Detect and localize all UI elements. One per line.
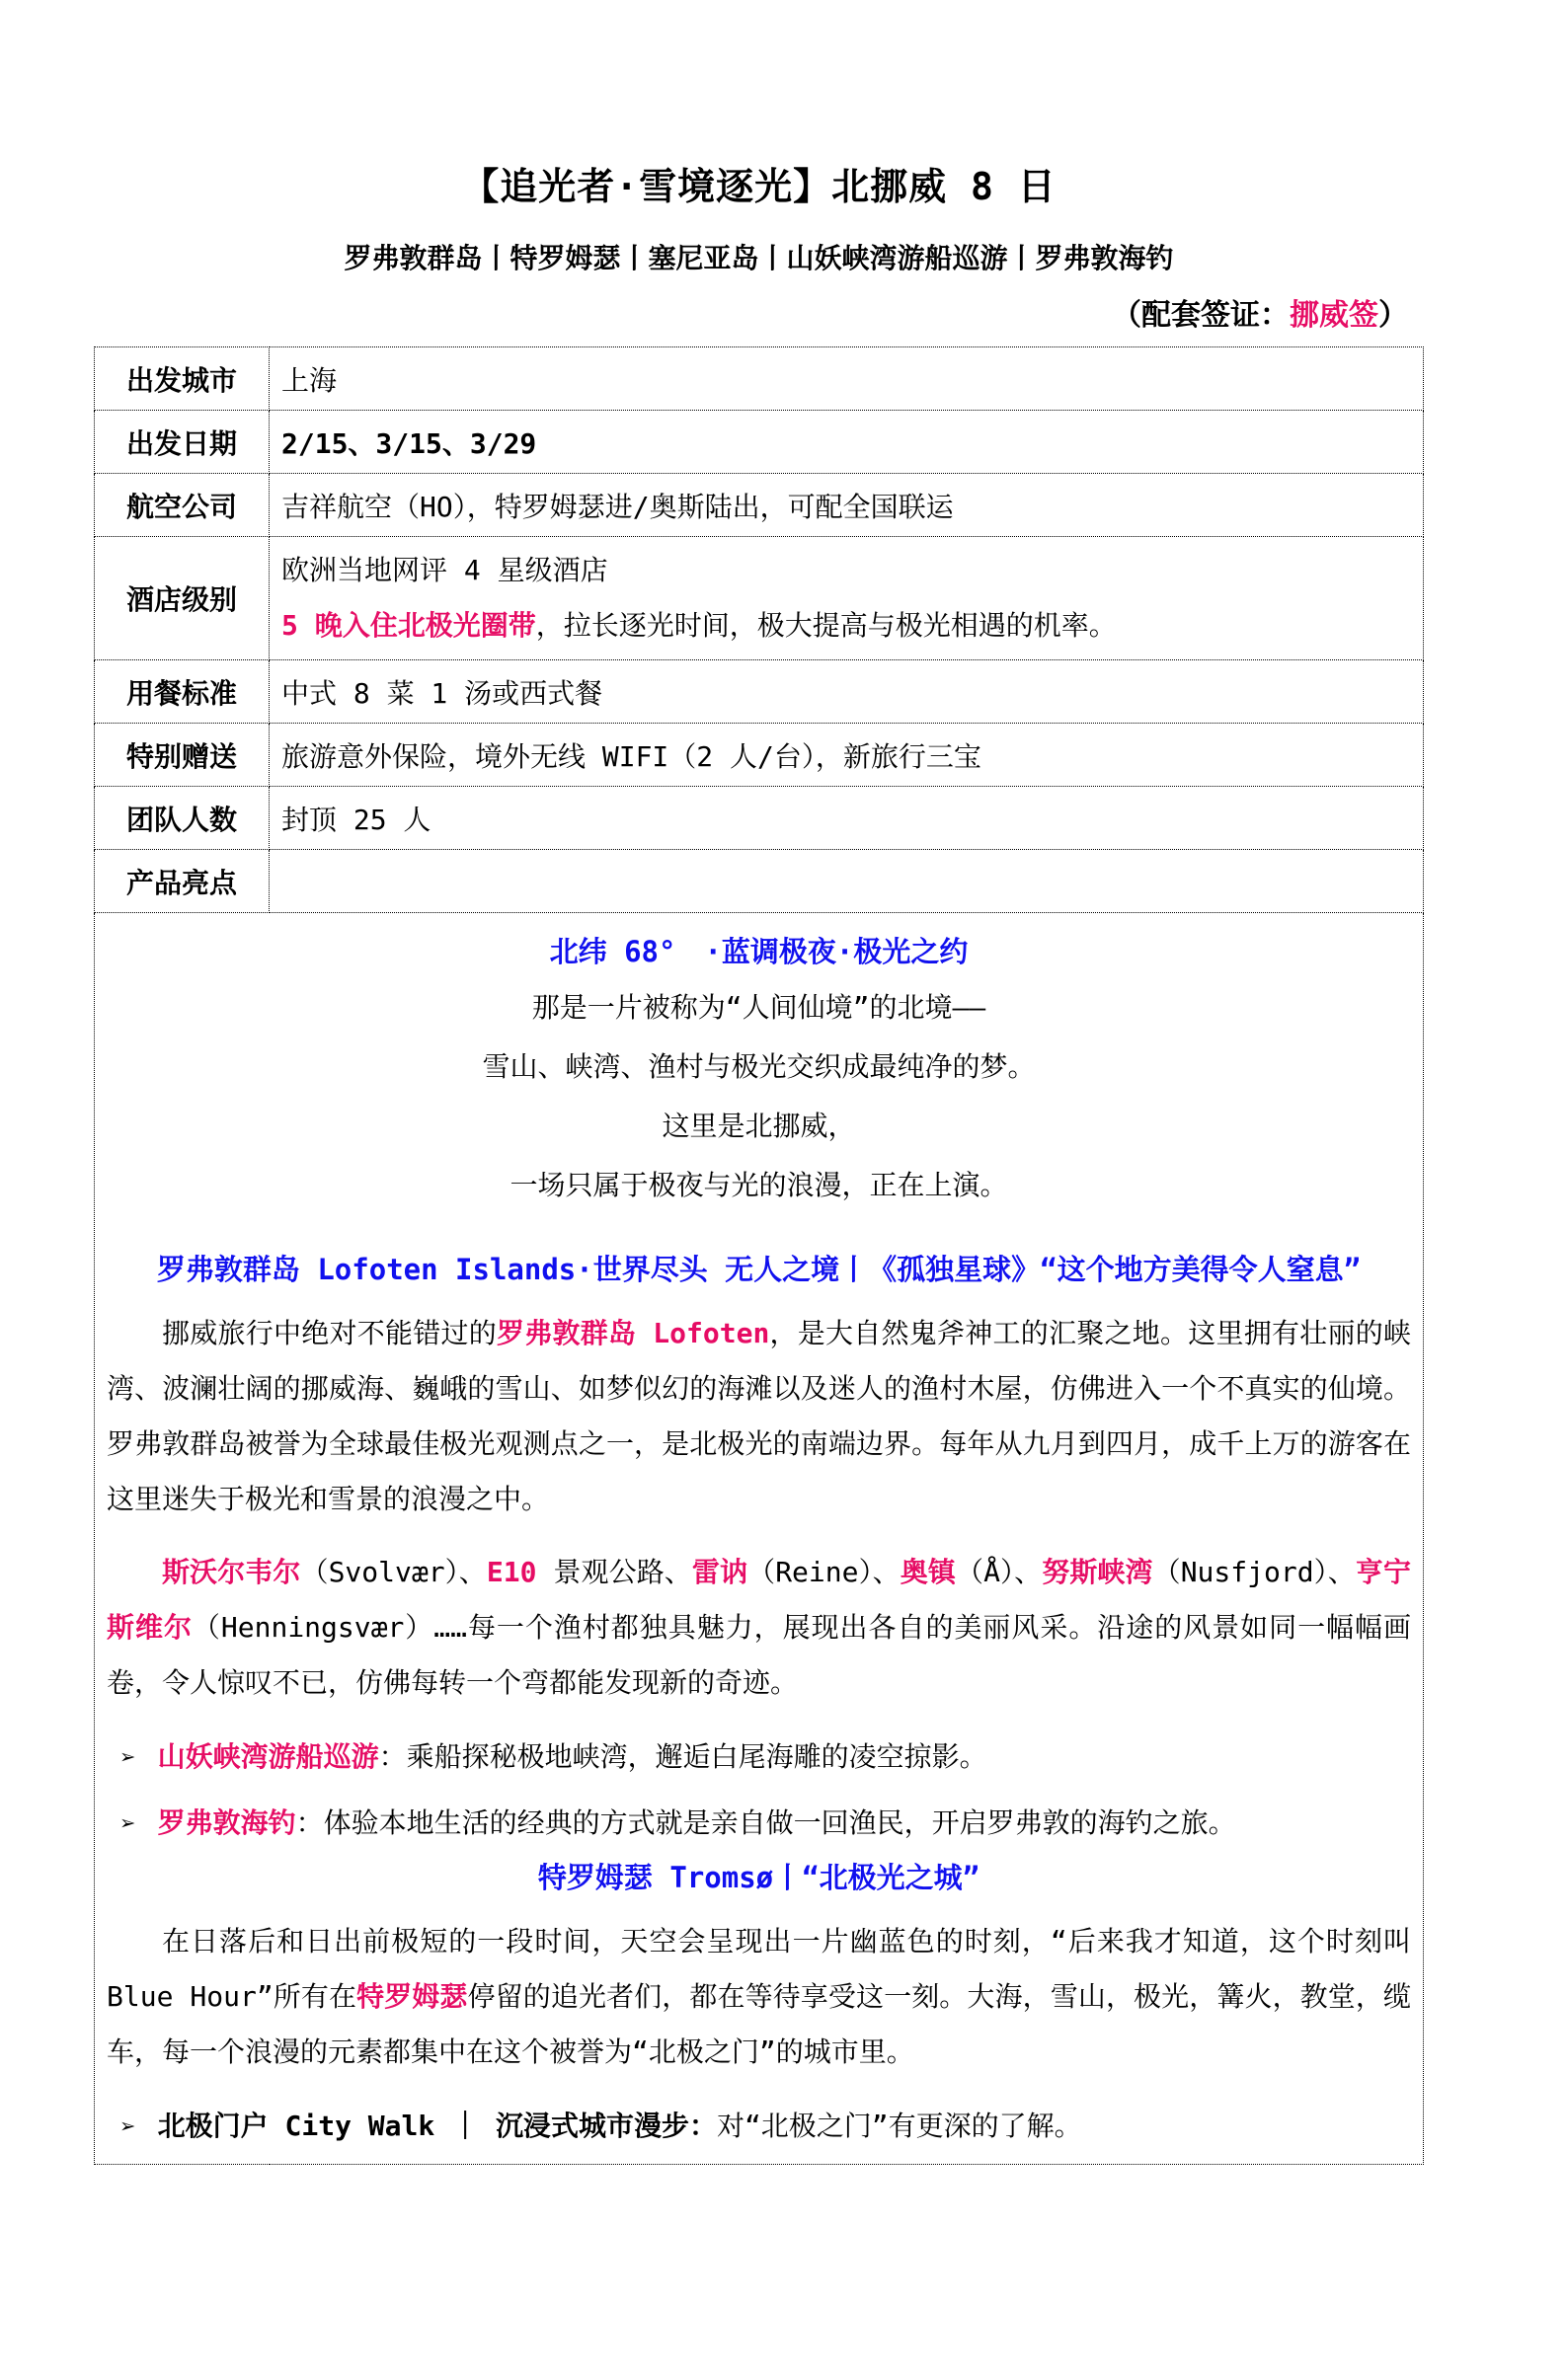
paragraph-text: 停留的追光者们，都在等待享受这一刻。大海，雪山，极光，篝火，教堂，缆车，每一个浪漫的元素都集中在这个被誉为“北极之门”的城市里。 bbox=[107, 1980, 1411, 2068]
row-label: 航空公司 bbox=[95, 474, 270, 537]
highlighted-text: E10 bbox=[486, 1556, 537, 1588]
paragraph-text: （Svolvær）、 bbox=[300, 1556, 487, 1588]
visa-highlight: 挪威签 bbox=[1290, 298, 1378, 333]
bullet-arrow-icon: ➢ bbox=[120, 1743, 136, 1773]
row-label: 出发日期 bbox=[95, 411, 270, 474]
bullet-label: 北极门户 City Walk ｜ 沉浸式城市漫步： bbox=[157, 2110, 717, 2142]
row-label: 产品亮点 bbox=[95, 850, 270, 913]
bullet-trollfjord-cruise bbox=[107, 1738, 1411, 1777]
visa-suffix: ） bbox=[1378, 298, 1408, 333]
bullet-text: ：乘船探秘极地峡湾，邂逅白尾海雕的凌空掠影。 bbox=[378, 1740, 987, 1773]
hotel-highlight: 5 晚入住北极光圈带 bbox=[281, 609, 536, 642]
highlighted-text: 奥镇 bbox=[900, 1556, 956, 1588]
table-row-departure-dates bbox=[95, 411, 1424, 474]
highlighted-text: 雷讷 bbox=[691, 1556, 748, 1588]
row-label: 酒店级别 bbox=[95, 537, 270, 660]
table-row-highlights-content bbox=[95, 913, 1424, 2165]
highlighted-text: 斯沃尔韦尔 bbox=[162, 1556, 301, 1588]
paragraph-text: ，是大自然鬼斧神工的汇聚之地。这里拥有壮丽的峡湾、波澜壮阔的挪威海、巍峨的雪山、如梦似幻的海滩以及迷人的渔村木屋，仿佛进入一个不真实的仙境。罗弗敦群岛被誉为全球最佳极光观测点之一，是北极光的南端边界。每年从九月到四月，成千上万的游客在这里迷失于极光和雪景的浪漫之中。 bbox=[107, 1317, 1411, 1515]
table-row-meals bbox=[95, 660, 1424, 724]
highlighted-text: 努斯峡湾 bbox=[1042, 1556, 1153, 1588]
page-subtitle: 罗弗敦群岛丨特罗姆瑟丨塞尼亚岛丨山妖峡湾游船巡游丨罗弗敦海钓 bbox=[344, 242, 1174, 274]
page-title: 【追光者·雪境逐光】北挪威 8 日 bbox=[461, 165, 1057, 208]
row-value: 旅游意外保险，境外无线 WIFI（2 人/台），新旅行三宝 bbox=[270, 724, 1424, 787]
row-value bbox=[270, 537, 1424, 660]
bullet-arrow-icon: ➢ bbox=[120, 1809, 136, 1839]
paragraph-text: 景观公路、 bbox=[536, 1556, 692, 1588]
highlighted-text: 罗弗敦群岛 Lofoten bbox=[496, 1317, 770, 1349]
paragraph-text: （Nusfjord）、 bbox=[1152, 1556, 1356, 1588]
tromso-paragraph bbox=[107, 1914, 1411, 2080]
table-row-departure-city bbox=[95, 347, 1424, 411]
bullet-city-walk bbox=[107, 2108, 1411, 2146]
row-value: 吉祥航空（HO），特罗姆瑟进/奥斯陆出，可配全国联运 bbox=[270, 474, 1424, 537]
row-label: 用餐标准 bbox=[95, 660, 270, 724]
bullet-label: 罗弗敦海钓 bbox=[157, 1806, 296, 1839]
hotel-rest: ，拉长逐光时间，极大提高与极光相遇的机率。 bbox=[535, 609, 1117, 642]
visa-note bbox=[94, 297, 1424, 335]
highlighted-text: 亨宁斯维尔 bbox=[107, 1556, 1411, 1644]
section-heading-latitude: 北纬 68° ·蓝调极夜·极光之约 bbox=[549, 935, 969, 968]
intro-line: 这里是北挪威， bbox=[662, 1110, 856, 1142]
lofoten-paragraph-1 bbox=[107, 1306, 1411, 1527]
bullet-sea-fishing bbox=[107, 1804, 1411, 1843]
lofoten-paragraph-2 bbox=[107, 1545, 1411, 1711]
row-label: 团队人数 bbox=[95, 787, 270, 850]
row-value: 封顶 25 人 bbox=[270, 787, 1424, 850]
document-page bbox=[0, 164, 1424, 2165]
row-value: 中式 8 菜 1 汤或西式餐 bbox=[270, 660, 1424, 724]
bullet-arrow-icon: ➢ bbox=[120, 2112, 136, 2142]
section-heading-tromso: 特罗姆瑟 Tromsø丨“北极光之城” bbox=[537, 1861, 980, 1894]
row-label: 特别赠送 bbox=[95, 724, 270, 787]
table-row-group-size bbox=[95, 787, 1424, 850]
section-heading-lofoten: 罗弗敦群岛 Lofoten Islands·世界尽头 无人之境丨《孤独星球》“这个地方美得令人窒息” bbox=[156, 1253, 1362, 1286]
bullet-text: ：体验本地生活的经典的方式就是亲自做一回渔民，开启罗弗敦的海钓之旅。 bbox=[295, 1806, 1236, 1839]
table-row-hotel bbox=[95, 537, 1424, 660]
highlighted-text: 特罗姆瑟 bbox=[356, 1980, 468, 2013]
intro-line: 雪山、峡湾、渔村与极光交织成最纯净的梦。 bbox=[482, 1050, 1036, 1083]
row-value: 2/15、3/15、3/29 bbox=[270, 411, 1424, 474]
row-value bbox=[270, 850, 1424, 913]
trip-info-table bbox=[94, 346, 1424, 2165]
bullet-label: 山妖峡湾游船巡游 bbox=[157, 1740, 379, 1773]
table-row-airline bbox=[95, 474, 1424, 537]
paragraph-text: 挪威旅行中绝对不能错过的 bbox=[162, 1317, 497, 1349]
paragraph-text: （Å）、 bbox=[955, 1556, 1043, 1588]
paragraph-text: （Reine）、 bbox=[747, 1556, 901, 1588]
intro-block bbox=[107, 978, 1411, 1215]
hotel-line-2 bbox=[281, 598, 1422, 653]
visa-prefix: （配套签证： bbox=[1112, 298, 1290, 333]
intro-line: 一场只属于极夜与光的浪漫，正在上演。 bbox=[509, 1169, 1008, 1201]
intro-line: 那是一片被称为“人间仙境”的北境—— bbox=[531, 991, 986, 1024]
paragraph-text: 在日落后和日出前极短的一段时间，天空会呈现出一片幽蓝色的时刻，“后来我才知道，这个时刻叫 Blue Hour”所有在 bbox=[107, 1925, 1411, 2013]
table-row-product-highlights bbox=[95, 850, 1424, 913]
bullet-text: 对“北极之门”有更深的了解。 bbox=[716, 2110, 1082, 2142]
row-label: 出发城市 bbox=[95, 347, 270, 411]
row-value: 上海 bbox=[270, 347, 1424, 411]
highlights-section bbox=[95, 913, 1424, 2165]
table-row-gifts bbox=[95, 724, 1424, 787]
hotel-line-1: 欧洲当地网评 4 星级酒店 bbox=[281, 554, 608, 586]
paragraph-text: （Henningsvær）……每一个渔村都独具魅力，展现出各自的美丽风采。沿途的风景如同一幅幅画卷，令人惊叹不已，仿佛每转一个弯都能发现新的奇迹。 bbox=[107, 1611, 1411, 1699]
